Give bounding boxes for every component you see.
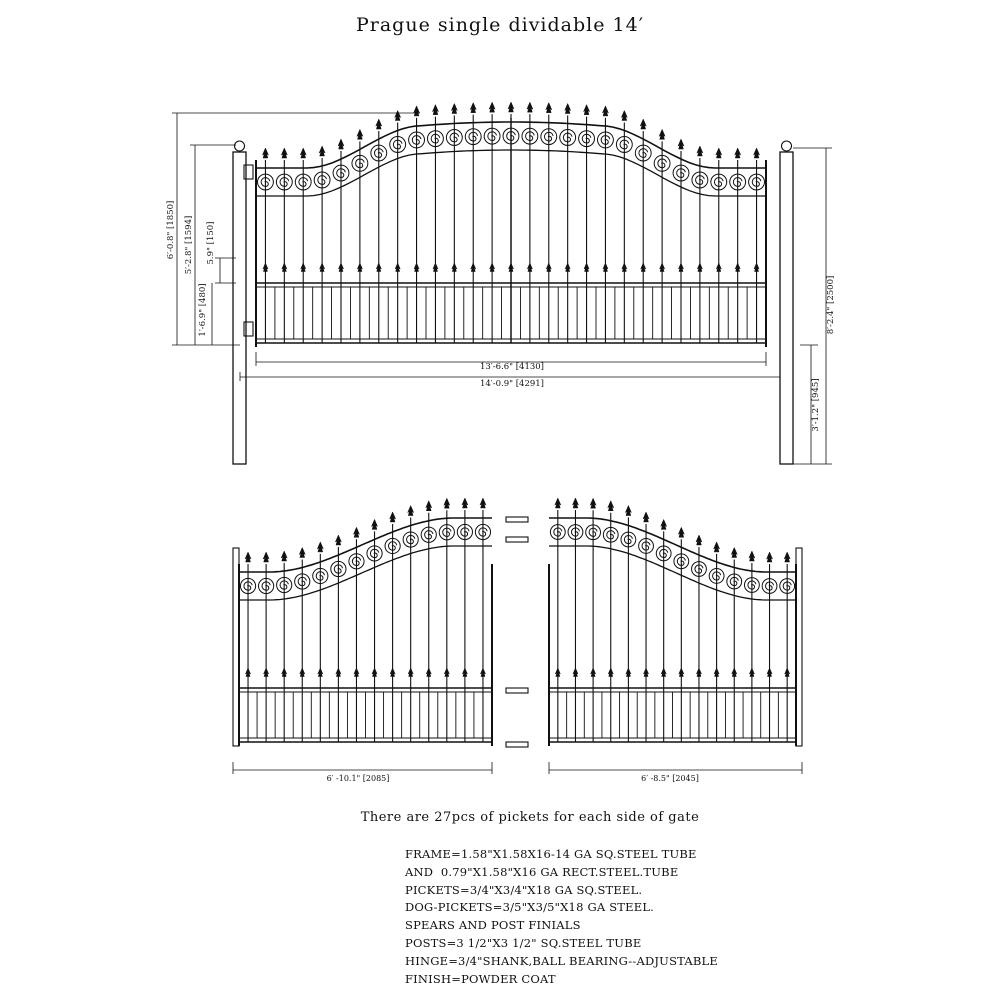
spear-finial bbox=[643, 668, 648, 677]
spear-finial bbox=[622, 263, 627, 272]
spear-finial bbox=[546, 103, 552, 113]
picket-count-note: There are 27pcs of pickets for each side of gate bbox=[360, 810, 700, 825]
spear-finial bbox=[643, 512, 649, 522]
arched-lower-rail bbox=[549, 546, 796, 600]
spear-finial bbox=[640, 119, 646, 129]
spear-finial bbox=[555, 668, 560, 677]
spear-finial bbox=[625, 506, 631, 516]
spear-finial bbox=[508, 102, 514, 112]
spear-finial bbox=[590, 498, 596, 508]
spear-finial bbox=[301, 263, 306, 272]
spear-finial bbox=[432, 105, 438, 115]
spear-finial bbox=[245, 668, 250, 677]
dim-gate-height: 5′-2.8" [1594] bbox=[184, 215, 194, 275]
spear-finial bbox=[678, 139, 684, 149]
spear-finial bbox=[584, 105, 590, 115]
spear-finial bbox=[697, 263, 702, 272]
spear-finial bbox=[731, 547, 737, 557]
spear-finial bbox=[390, 668, 395, 677]
spec-frame: FRAME=1.58"X1.58X16-14 GA SQ.STEEL TUBE bbox=[405, 847, 697, 861]
spear-finial bbox=[444, 668, 449, 677]
spear-finial bbox=[451, 103, 457, 113]
left-post-finial bbox=[235, 141, 245, 151]
spear-finial bbox=[749, 551, 755, 561]
dim-top-gap: 5.9" [150] bbox=[206, 221, 216, 265]
drawing-title: Prague single dividable 14′ bbox=[355, 14, 645, 36]
dim-right-panel-width: 6′ -8.5" [2045] bbox=[641, 774, 699, 783]
dim-post-embed: 3′-1.2" [945] bbox=[811, 378, 821, 432]
spear-finial bbox=[320, 263, 325, 272]
spec-finish: FINISH=POWDER COAT bbox=[405, 971, 556, 986]
spear-finial bbox=[299, 547, 305, 557]
spear-finial bbox=[660, 263, 665, 272]
dim-bottom-section: 1′-6.9" [480] bbox=[198, 283, 208, 337]
spear-finial bbox=[490, 263, 495, 272]
hinge-tab bbox=[506, 742, 528, 747]
spear-finial bbox=[470, 103, 476, 113]
spear-finial bbox=[565, 103, 571, 113]
spear-finial bbox=[300, 668, 305, 677]
hinge-tab bbox=[506, 688, 528, 693]
spear-finial bbox=[414, 106, 420, 116]
spear-finial bbox=[426, 501, 432, 511]
spear-finial bbox=[696, 668, 701, 677]
dim-left-panel-width: 6′ -10.1" [2085] bbox=[326, 774, 390, 783]
spear-finial bbox=[353, 527, 359, 537]
spear-finial bbox=[661, 668, 666, 677]
spear-finial bbox=[785, 668, 790, 677]
spear-finial bbox=[678, 527, 684, 537]
spear-finial bbox=[716, 148, 722, 158]
spear-finial bbox=[444, 498, 450, 508]
spec-list bbox=[405, 846, 718, 988]
spear-finial bbox=[300, 148, 306, 158]
spear-finial bbox=[264, 668, 269, 677]
spear-finial bbox=[317, 542, 323, 552]
spear-finial bbox=[572, 498, 578, 508]
spear-finial bbox=[263, 552, 269, 562]
left-post bbox=[233, 152, 246, 464]
spear-finial bbox=[591, 668, 596, 677]
dim-post-height: 8′-2.4" [2500] bbox=[826, 275, 836, 335]
arched-lower-rail bbox=[239, 546, 492, 600]
right-gate-panel bbox=[549, 498, 802, 746]
spear-finial bbox=[489, 102, 495, 112]
spear-finial bbox=[433, 263, 438, 272]
arched-top-rail bbox=[549, 518, 796, 572]
spear-finial bbox=[608, 501, 614, 511]
spec-spears-finials: SPEARS AND POST FINIALS bbox=[405, 918, 581, 933]
right-post bbox=[780, 152, 793, 464]
spear-finial bbox=[471, 263, 476, 272]
spear-finial bbox=[338, 263, 343, 272]
spear-finial bbox=[735, 148, 741, 158]
spear-finial bbox=[573, 668, 578, 677]
spear-finial bbox=[696, 535, 702, 545]
spec-dog-pickets: DOG-PICKETS=3/5"X3/5"X18 GA STEEL. bbox=[405, 900, 655, 915]
spear-finial bbox=[714, 542, 720, 552]
spear-finial bbox=[784, 552, 790, 562]
spear-finial bbox=[678, 263, 683, 272]
spear-finial bbox=[281, 148, 287, 158]
spear-finial bbox=[395, 263, 400, 272]
right-post-finial bbox=[782, 141, 792, 151]
spear-finial bbox=[661, 519, 667, 529]
dim-post-to-post: 14′-0.9" [4291] bbox=[479, 379, 545, 389]
spear-finial bbox=[626, 668, 631, 677]
spec-frame-rect: AND 0.79"X1.58"X16 GA RECT.STEEL.TUBE bbox=[405, 864, 679, 879]
spear-finial bbox=[767, 668, 772, 677]
spear-finial bbox=[555, 498, 561, 508]
spear-finial bbox=[372, 668, 377, 677]
spear-finial bbox=[376, 119, 382, 129]
spear-finial bbox=[679, 668, 684, 677]
spear-finial bbox=[335, 535, 341, 545]
spear-finial bbox=[263, 263, 268, 272]
spear-finial bbox=[414, 263, 419, 272]
spear-finial bbox=[262, 148, 268, 158]
spear-finial bbox=[603, 263, 608, 272]
spear-finial bbox=[527, 263, 532, 272]
spear-finial bbox=[357, 129, 363, 139]
hinge-tab bbox=[506, 517, 528, 522]
spear-finial bbox=[608, 668, 613, 677]
spear-finial bbox=[735, 263, 740, 272]
spec-hinge: HINGE=3/4"SHANK,BALL BEARING--ADJUSTABLE bbox=[405, 953, 718, 968]
spear-finial bbox=[318, 668, 323, 677]
hinge-tab bbox=[506, 537, 528, 542]
full-gate-elevation bbox=[233, 102, 793, 464]
spear-finial bbox=[354, 668, 359, 677]
spear-finial bbox=[584, 263, 589, 272]
spear-finial bbox=[357, 263, 362, 272]
spear-finial bbox=[462, 498, 468, 508]
spear-finial bbox=[659, 129, 665, 139]
spear-finial bbox=[372, 519, 378, 529]
left-gate-panel bbox=[233, 498, 528, 747]
spear-finial bbox=[527, 102, 533, 112]
spear-finial bbox=[714, 668, 719, 677]
spear-finial bbox=[621, 110, 627, 120]
dim-overall-height: 6′-0.8" [1850] bbox=[166, 200, 176, 260]
spec-pickets: PICKETS=3/4"X3/4"X18 GA SQ.STEEL. bbox=[405, 882, 643, 897]
spear-finial bbox=[767, 552, 773, 562]
spear-finial bbox=[732, 668, 737, 677]
spear-finial bbox=[565, 263, 570, 272]
spear-finial bbox=[376, 263, 381, 272]
spear-finial bbox=[749, 668, 754, 677]
spear-finial bbox=[282, 263, 287, 272]
spec-posts: POSTS=3 1/2"X3 1/2" SQ.STEEL TUBE bbox=[405, 935, 642, 950]
spear-finial bbox=[754, 148, 760, 158]
spear-finial bbox=[245, 552, 251, 562]
spear-finial bbox=[408, 506, 414, 516]
spear-finial bbox=[697, 146, 703, 156]
spear-finial bbox=[336, 668, 341, 677]
spear-finial bbox=[716, 263, 721, 272]
spear-finial bbox=[426, 668, 431, 677]
spear-finial bbox=[602, 106, 608, 116]
spear-finial bbox=[480, 668, 485, 677]
spear-finial bbox=[338, 139, 344, 149]
spear-finial bbox=[281, 551, 287, 561]
spear-finial bbox=[452, 263, 457, 272]
spear-finial bbox=[282, 668, 287, 677]
spear-finial bbox=[754, 263, 759, 272]
arched-top-rail bbox=[239, 518, 492, 572]
spear-finial bbox=[319, 146, 325, 156]
spear-finial bbox=[408, 668, 413, 677]
spear-finial bbox=[390, 512, 396, 522]
spear-finial bbox=[641, 263, 646, 272]
spear-finial bbox=[546, 263, 551, 272]
spear-finial bbox=[395, 110, 401, 120]
dim-gate-width: 13′-6.6" [4130] bbox=[479, 362, 545, 372]
spear-finial bbox=[462, 668, 467, 677]
spear-finial bbox=[480, 498, 486, 508]
